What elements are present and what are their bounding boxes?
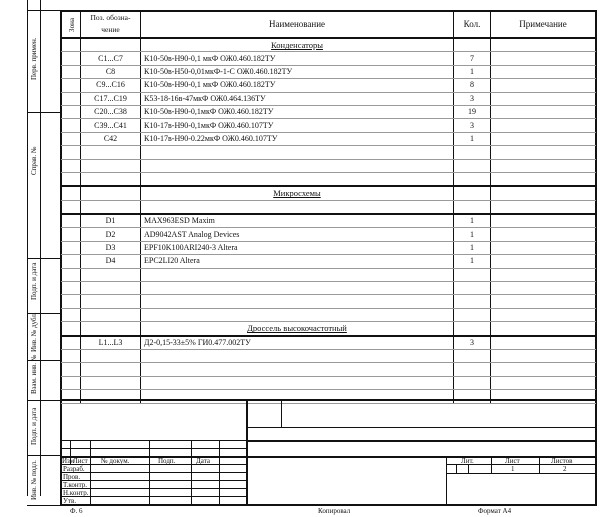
section-title: Микросхемы [141, 186, 454, 200]
cell-qty: 3 [454, 336, 491, 350]
tb-t-kontr: Т.контр. [63, 481, 88, 489]
cell-name: MAX963ESD Maxim [141, 214, 454, 228]
tb-podp: Подп. [158, 457, 176, 465]
cell-pos: С17...С19 [81, 92, 141, 105]
side-perv-primen: Перв. примен. [30, 37, 38, 80]
cell-qty: 3 [454, 119, 491, 132]
table-row-empty [62, 349, 596, 362]
header-name: Наименование [141, 11, 454, 38]
table-row [62, 255, 596, 268]
spec-header-row [62, 11, 596, 38]
cell-pos: С9...С16 [81, 79, 141, 92]
spec-table [61, 11, 596, 404]
table-row [62, 105, 596, 118]
table-row-empty [62, 159, 596, 172]
tb-razrab: Разраб. [63, 465, 85, 473]
cell-pos: С8 [81, 65, 141, 78]
cell-qty: 1 [454, 228, 491, 241]
cell-qty: 1 [454, 132, 491, 145]
cell-qty: 7 [454, 52, 491, 65]
table-row [62, 65, 596, 78]
cell-pos: L1...L3 [81, 336, 141, 350]
table-row-empty [62, 295, 596, 308]
cell-qty: 1 [454, 241, 491, 254]
cell-name: К10-50в-Н90-0,1мкФ ОЖ0.460.182ТУ [141, 105, 454, 118]
table-row [62, 132, 596, 145]
tb-n-kontr: Н.контр. [63, 489, 89, 497]
footer-copied: Копировал [318, 507, 351, 515]
tb-izm: Изм [62, 457, 75, 465]
table-row [62, 119, 596, 132]
cell-pos: D3 [81, 241, 141, 254]
side-vzam-inv: Взам. инв. № [30, 354, 38, 394]
section-title: Конденсаторы [141, 38, 454, 52]
table-row-empty [62, 363, 596, 376]
side-inv-podl: Инв. № подл. [30, 460, 38, 500]
tb-data: Дата [196, 457, 210, 465]
side-podp-data-1: Подп. и дата [30, 262, 38, 300]
cell-qty: 1 [454, 255, 491, 268]
section-row [62, 322, 596, 336]
cell-name: К53-18-16в-47мкФ ОЖ0.464.136ТУ [141, 92, 454, 105]
side-podp-data-2: Подп. и дата [30, 407, 38, 445]
cell-name: К10-17в-Н90-0.22мкФ ОЖ0.460.107ТУ [141, 132, 454, 145]
table-row [62, 228, 596, 241]
cell-pos: С20...С38 [81, 105, 141, 118]
table-row [62, 241, 596, 254]
cell-qty: 3 [454, 92, 491, 105]
cell-pos: D4 [81, 255, 141, 268]
tb-list-value: 1 [511, 465, 515, 473]
footer-form: Ф. 6 [70, 507, 83, 515]
side-inv-dubl: Инв. № дубл. [30, 312, 38, 352]
cell-qty: 1 [454, 65, 491, 78]
header-zone: Зона [62, 11, 81, 38]
header-qty: Кол. [454, 11, 491, 38]
table-row [62, 52, 596, 65]
cell-pos: С39...С41 [81, 119, 141, 132]
header-designation: Поз. обозна-чение [81, 11, 141, 38]
tb-listov-label: Листов [551, 457, 573, 465]
table-row [62, 214, 596, 228]
tb-n-dokum: № докум. [101, 457, 130, 465]
side-sprav: Справ. № [30, 146, 38, 175]
cell-qty: 1 [454, 214, 491, 228]
section-row [62, 38, 596, 52]
cell-name: К10-17в-Н90-0,1мкФ ОЖ0.460.107ТУ [141, 119, 454, 132]
table-row-empty [62, 172, 596, 186]
tb-prov: Пров. [63, 473, 81, 481]
table-row-empty [62, 282, 596, 295]
table-row [62, 92, 596, 105]
title-block [61, 399, 595, 505]
tb-list-label: Лист [505, 457, 520, 465]
table-row-empty [62, 308, 596, 321]
cell-qty: 8 [454, 79, 491, 92]
footer-format: Формат А4 [478, 507, 512, 515]
tb-lit: Лит. [461, 457, 474, 465]
table-row-empty [62, 376, 596, 389]
table-row [62, 336, 596, 350]
cell-name: AD9042AST Analog Devices [141, 228, 454, 241]
cell-name: Д2-0,15-33±5% ГИ0.477.002ТУ [141, 336, 454, 350]
cell-pos: С42 [81, 132, 141, 145]
table-row-empty [62, 146, 596, 159]
cell-name: К10-50в-Н90-0,1 мкФ ОЖ0.460.182ТУ [141, 52, 454, 65]
table-row-empty [62, 268, 596, 281]
tb-listov-value: 2 [563, 465, 567, 473]
table-row [62, 79, 596, 92]
cell-qty: 19 [454, 105, 491, 118]
cell-name: EPF10K100ARI240-3 Altera [141, 241, 454, 254]
header-note: Примечание [491, 11, 596, 38]
cell-name: К10-50в-Н90-0,1 мкФ ОЖ0.460.182ТУ [141, 79, 454, 92]
tb-utv: Утв. [63, 497, 77, 505]
section-title: Дроссель высокочастотный [141, 322, 454, 336]
cell-pos: D1 [81, 214, 141, 228]
cell-pos: D2 [81, 228, 141, 241]
tb-list: Лист [73, 457, 88, 465]
cell-pos: С1...С7 [81, 52, 141, 65]
section-row [62, 186, 596, 200]
table-row-empty [62, 200, 596, 214]
cell-name: К10-50в-Н50-0,01мкФ-1-С ОЖ0.460.182ТУ [141, 65, 454, 78]
cell-name: EPC2LI20 Altera [141, 255, 454, 268]
